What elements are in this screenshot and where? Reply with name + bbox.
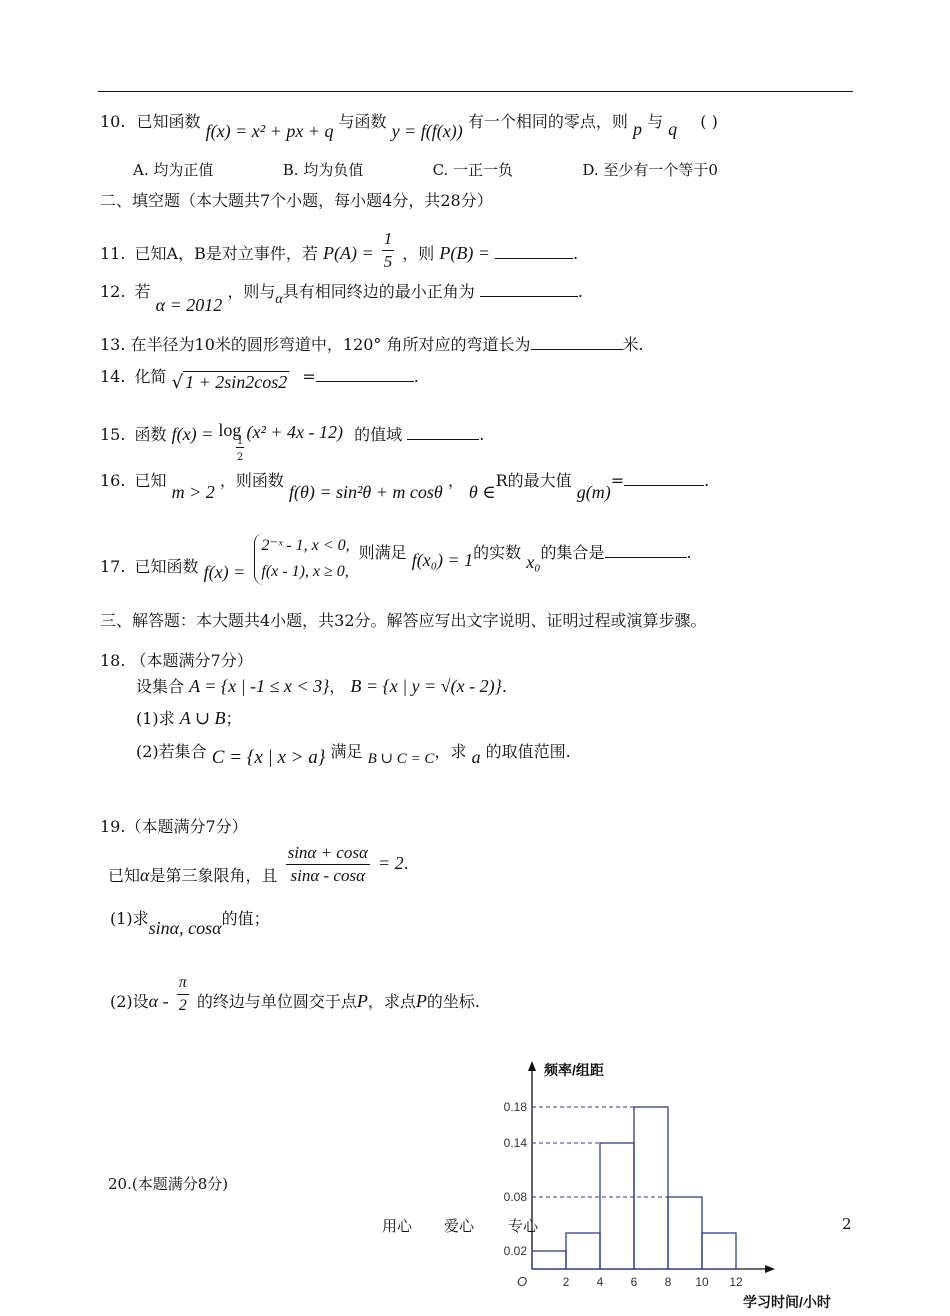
question-11 <box>100 229 579 277</box>
math-expression: P(B) = <box>439 243 491 263</box>
period: . <box>403 854 409 873</box>
case-1: 2⁻ˣ - 1, x < 0, <box>261 537 350 554</box>
math-expression: sinα, cosα <box>148 918 222 938</box>
text: 若 <box>134 282 151 301</box>
histogram-bar <box>600 1143 634 1269</box>
denominator: 2 <box>236 452 244 463</box>
text: 的实数 <box>473 542 522 562</box>
denominator: 2 <box>178 997 187 1014</box>
period: . <box>686 542 692 562</box>
question-19-title: 19.（本题满分7分） <box>100 817 248 836</box>
log-base <box>236 436 244 463</box>
text: 的坐标. <box>426 992 480 1011</box>
option-a: A. 均为正值 <box>133 161 214 179</box>
text: 13. 在半径为10米的圆形弯道中，120° 角所对应的弯道长为 <box>100 335 531 354</box>
math-expression: f(x) = <box>171 424 214 444</box>
math-set: R <box>495 471 508 490</box>
y-tick-label: 0.18 <box>503 1100 527 1114</box>
y-tick-label: 0.02 <box>503 1244 527 1258</box>
text: 与 <box>647 112 664 131</box>
question-number: 17. <box>100 556 126 576</box>
option-d: D. 至少有一个等于0 <box>582 161 718 179</box>
text: ，则函数 <box>219 471 284 490</box>
answer-blank[interactable] <box>316 365 414 382</box>
text: 有一个相同的零点，则 <box>467 112 628 131</box>
math-expression: log <box>218 420 242 440</box>
answer-blank[interactable] <box>480 280 578 297</box>
math-variable: p <box>632 119 642 139</box>
text: 函数 <box>134 425 167 444</box>
origin-label: O <box>516 1274 528 1289</box>
question-17 <box>100 533 692 589</box>
fraction-bar <box>236 447 244 448</box>
math-variable: a <box>471 747 481 767</box>
y-axis-arrow <box>528 1061 536 1071</box>
math-expression: y = f(f(x)) <box>391 121 463 141</box>
histogram-bar <box>668 1197 702 1269</box>
case-2: f(x - 1), x ≥ 0, <box>261 563 349 580</box>
option-c: C. 一正一负 <box>432 161 514 179</box>
math-variable: x₀ <box>526 551 541 572</box>
text: 米. <box>622 335 644 354</box>
question-19-part-1 <box>110 907 270 938</box>
question-14 <box>100 365 419 393</box>
text: 的终边与单位圆交于点 <box>196 992 357 1011</box>
option-b: B. 均为负值 <box>282 161 364 179</box>
math-expression: α - <box>148 991 169 1011</box>
denominator: sinα - cosα <box>290 866 365 885</box>
numerator: sinα + cosα <box>286 842 370 865</box>
math-expression: f(x₀) = 1 <box>411 549 474 570</box>
text: 是第三象限角，且 <box>149 866 278 885</box>
math-expression: α = 2012 <box>155 295 223 315</box>
math-expression: f(θ) = sin²θ + m cosθ <box>289 482 443 502</box>
section-3-heading: 三、解答题：本大题共4小题，共32分。解答应写出文字说明、证明过程或演算步骤。 <box>100 611 707 630</box>
question-number: 16. <box>100 471 126 490</box>
text: = <box>302 367 316 386</box>
x-tick-label: 12 <box>729 1275 743 1289</box>
footer-b: 爱心 <box>444 1217 475 1235</box>
question-16 <box>100 469 710 502</box>
period: . <box>413 367 419 386</box>
numerator: π <box>177 972 189 995</box>
numerator: 1 <box>382 228 395 251</box>
text: 设集合 <box>136 677 185 696</box>
histogram-layer <box>504 1061 831 1310</box>
x-tick-label: 4 <box>596 1275 604 1289</box>
answer-blank[interactable] <box>495 242 573 259</box>
answer-blank[interactable] <box>605 541 687 558</box>
math-variable: P <box>415 991 427 1011</box>
x-tick-label: 10 <box>695 1275 709 1289</box>
text: 的最大值 <box>507 471 572 490</box>
math-expression: g(m) <box>576 482 611 502</box>
math-variable: P <box>356 991 368 1011</box>
math-expression: θ ∈ <box>468 482 496 502</box>
question-19-line-1 <box>108 842 409 892</box>
text: 已知函数 <box>136 112 201 131</box>
math-expression: C = {x | x > a} <box>211 747 326 768</box>
x-tick-label: 6 <box>630 1275 638 1289</box>
math-expression: A = {x | -1 ≤ x < 3} <box>189 676 330 696</box>
text: ，则与 <box>227 282 276 301</box>
answer-bracket: ( ) <box>700 112 718 131</box>
question-10-options <box>133 159 718 181</box>
text: 已知函数 <box>134 556 199 576</box>
question-18-part-1 <box>136 707 242 730</box>
question-number: 10. <box>100 112 126 131</box>
fraction <box>177 972 189 1017</box>
period: . <box>573 244 579 263</box>
text: 与函数 <box>338 112 387 131</box>
question-12 <box>100 280 583 315</box>
text: ，求点 <box>367 992 416 1011</box>
question-number: 11. <box>100 244 126 263</box>
frequency-histogram <box>490 1055 890 1310</box>
period: . <box>704 471 710 490</box>
denominator: 5 <box>383 252 393 271</box>
page-number: 2 <box>842 1215 852 1233</box>
text: = <box>610 471 625 490</box>
math-expression: B = {x | y = √(x - 2)} <box>350 676 502 696</box>
math-expression: B ∪ C = C <box>367 751 435 767</box>
answer-blank[interactable] <box>407 423 479 440</box>
text: ， <box>447 471 464 490</box>
period: . <box>501 677 507 696</box>
text: 的集合是 <box>540 542 605 562</box>
answer-blank[interactable] <box>624 469 704 486</box>
footer-a: 用心 <box>382 1217 413 1235</box>
histogram-bar <box>532 1251 566 1269</box>
text: 化简 <box>134 367 167 386</box>
sqrt-sign: √ <box>171 372 184 393</box>
y-axis-label: 频率/组距 <box>544 1062 604 1078</box>
question-number: 14. <box>100 367 126 386</box>
question-19-part-2 <box>110 972 480 1018</box>
question-18-part-2 <box>136 740 571 768</box>
period: . <box>479 425 485 444</box>
math-expression: f(x) = x² + px + q <box>205 121 334 141</box>
question-15 <box>100 420 485 446</box>
text: ， <box>329 677 346 696</box>
math-expression: f(x) = <box>203 561 246 582</box>
math-expression: m > 2 <box>171 482 215 502</box>
math-expression: (x² + 4x - 12) <box>246 422 343 442</box>
text: 具有相同终边的最小正角为 <box>282 282 475 301</box>
question-18-title: 18. （本题满分7分） <box>100 651 253 670</box>
histogram-bar <box>634 1107 668 1269</box>
histogram-bar <box>566 1233 600 1269</box>
question-10 <box>100 110 718 141</box>
top-rule <box>98 91 853 92</box>
question-18-line-1 <box>136 675 507 698</box>
math-variable: α <box>140 865 150 885</box>
histogram-bar <box>702 1233 736 1269</box>
text: 满足 <box>330 742 363 761</box>
math-expression: A ∪ B <box>179 708 226 728</box>
text: ； <box>225 709 242 728</box>
answer-blank[interactable] <box>531 333 623 350</box>
math-expression: = 2 <box>378 853 404 873</box>
question-13 <box>100 333 644 356</box>
text: 则满足 <box>358 542 407 562</box>
fraction <box>382 228 395 273</box>
numerator: 1 <box>236 436 244 447</box>
math-expression: P(A) = <box>322 243 374 263</box>
text: (2)设 <box>110 992 149 1011</box>
text: (2)若集合 <box>136 742 207 761</box>
text: 已知 <box>108 866 141 885</box>
text: 的值域 <box>354 425 403 444</box>
piecewise-definition <box>254 533 349 585</box>
y-tick-label: 0.14 <box>503 1136 527 1150</box>
text: 的取值范围. <box>485 742 571 761</box>
x-tick-label: 8 <box>664 1275 672 1289</box>
text: (1)求 <box>136 709 175 728</box>
text: 的值； <box>221 909 270 928</box>
y-tick-label: 0.08 <box>503 1190 527 1204</box>
question-number: 12. <box>100 282 126 301</box>
text: ，求 <box>434 742 467 761</box>
x-axis-label: 学习时间/小时 <box>743 1294 831 1310</box>
period: . <box>577 282 583 301</box>
footer-c: 专心 <box>508 1217 539 1235</box>
text: ，则 <box>402 244 435 263</box>
fraction <box>286 842 370 887</box>
math-expression: 1 + 2sin2cos2 <box>185 372 288 392</box>
question-20-title: 20.(本题满分8分) <box>108 1175 229 1193</box>
math-variable: α <box>275 292 283 307</box>
text: 已知 <box>134 471 167 490</box>
x-tick-label: 2 <box>562 1275 570 1289</box>
text: (1)求 <box>110 909 149 928</box>
section-2-heading: 二、填空题（本大题共7个小题，每小题4分，共28分） <box>100 191 493 210</box>
math-variable: q <box>668 119 678 139</box>
text: 已知A，B是对立事件，若 <box>134 244 318 263</box>
question-number: 15. <box>100 425 126 444</box>
x-axis-arrow <box>765 1265 775 1273</box>
